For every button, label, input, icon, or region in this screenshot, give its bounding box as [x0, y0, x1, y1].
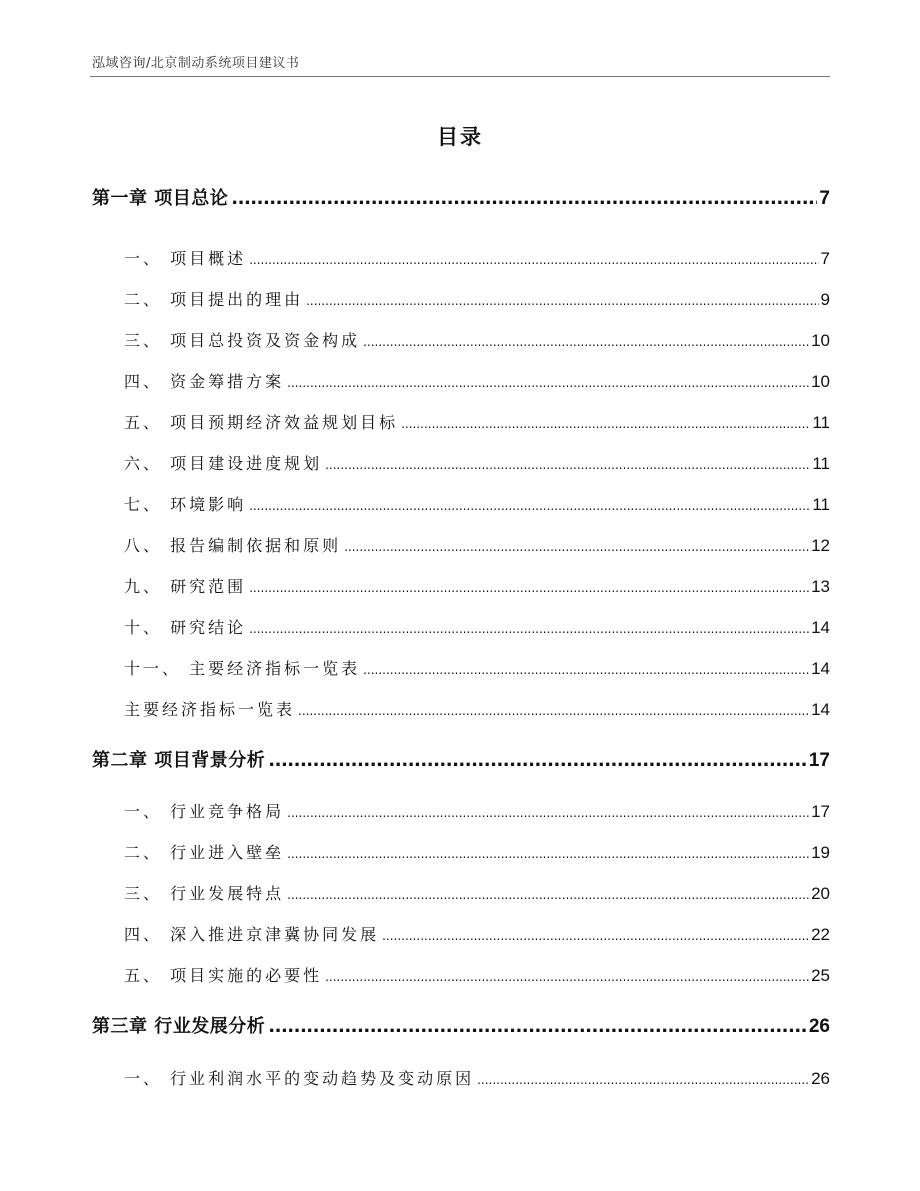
toc-page-number: 12 — [811, 536, 830, 555]
toc-page-number: 7 — [819, 188, 830, 209]
dot-leader — [401, 413, 810, 432]
toc-entry-section[interactable] — [124, 1066, 830, 1089]
header-divider — [90, 76, 830, 77]
dot-leader — [268, 750, 807, 771]
dot-leader — [287, 802, 809, 821]
toc-entry-section[interactable] — [124, 369, 830, 392]
toc-entry-label: 五、 项目预期经济效益规划目标 — [124, 413, 399, 432]
toc-entry-label: 第一章 项目总论 — [92, 188, 229, 209]
toc-entry-label: 三、 项目总投资及资金构成 — [124, 331, 361, 350]
toc-entry-label: 八、 报告编制依据和原则 — [124, 536, 342, 555]
toc-entry-label: 四、 资金筹措方案 — [124, 372, 285, 391]
toc-page-number: 20 — [811, 884, 830, 903]
toc-entry-section[interactable] — [124, 656, 830, 679]
toc-page-number: 10 — [811, 372, 830, 391]
toc-page-number: 26 — [811, 1069, 830, 1088]
dot-leader — [382, 925, 809, 944]
toc-entry-section[interactable] — [124, 533, 830, 556]
toc-page-number: 17 — [811, 802, 830, 821]
toc-entry-label: 第二章 项目背景分析 — [92, 750, 266, 771]
toc-page-number: 22 — [811, 925, 830, 944]
toc-page-number: 14 — [811, 700, 830, 719]
toc-entry-chapter-2[interactable] — [92, 746, 830, 772]
dot-leader — [287, 372, 809, 391]
toc-entry-section[interactable] — [124, 963, 830, 986]
dot-leader — [249, 249, 818, 268]
toc-page-number: 19 — [811, 843, 830, 862]
toc-page-number: 9 — [820, 290, 830, 309]
toc-entry-label: 十一、 主要经济指标一览表 — [124, 659, 361, 678]
dot-leader — [325, 966, 809, 985]
dot-leader — [306, 290, 818, 309]
dot-leader — [298, 700, 809, 719]
toc-page-number: 26 — [808, 1016, 830, 1037]
dot-leader — [344, 536, 809, 555]
page-title: 目录 — [437, 125, 483, 149]
dot-leader — [363, 659, 809, 678]
toc-entry-label: 十、 研究结论 — [124, 618, 247, 637]
toc-entry-section[interactable] — [124, 410, 830, 433]
toc-entry-label: 二、 项目提出的理由 — [124, 290, 304, 309]
toc-entry-label: 六、 项目建设进度规划 — [124, 454, 323, 473]
header-text: 泓域咨询/北京制动系统项目建议书 — [92, 56, 300, 71]
toc-entry-section[interactable] — [124, 697, 830, 720]
dot-leader — [268, 1016, 807, 1037]
dot-leader — [477, 1069, 809, 1088]
toc-page-number: 17 — [808, 750, 830, 771]
toc-page-number: 25 — [811, 966, 830, 985]
toc-entry-label: 七、 环境影响 — [124, 495, 247, 514]
toc-entry-label: 第三章 行业发展分析 — [92, 1016, 266, 1037]
dot-leader — [249, 577, 809, 596]
dot-leader — [325, 454, 810, 473]
toc-entry-label: 二、 行业进入壁垒 — [124, 843, 285, 862]
toc-entry-section[interactable] — [124, 881, 830, 904]
toc-entry-section[interactable] — [124, 922, 830, 945]
dot-leader — [249, 618, 809, 637]
dot-leader — [249, 495, 810, 514]
toc-entry-section[interactable] — [124, 492, 830, 515]
toc-entry-label: 一、 项目概述 — [124, 249, 247, 268]
toc-page-number: 7 — [820, 249, 830, 268]
toc-page-number: 13 — [811, 577, 830, 596]
toc-entry-label: 五、 项目实施的必要性 — [124, 966, 323, 985]
toc-entry-section[interactable] — [124, 328, 830, 351]
toc-entry-label: 九、 研究范围 — [124, 577, 247, 596]
toc-page-number: 11 — [812, 495, 830, 514]
toc-entry-section[interactable] — [124, 287, 830, 310]
toc-entry-label: 四、 深入推进京津冀协同发展 — [124, 925, 380, 944]
toc-entry-chapter-3[interactable] — [92, 1012, 830, 1038]
toc-page-number: 14 — [811, 618, 830, 637]
toc-page-number: 10 — [811, 331, 830, 350]
toc-entry-section[interactable] — [124, 451, 830, 474]
dot-leader — [363, 331, 809, 350]
toc-entry-label: 一、 行业竞争格局 — [124, 802, 285, 821]
toc-page-number: 11 — [812, 413, 830, 432]
toc-entry-section[interactable] — [124, 840, 830, 863]
dot-leader — [287, 884, 809, 903]
toc-entry-chapter-1[interactable] — [92, 184, 830, 210]
toc-entry-label: 一、 行业利润水平的变动趋势及变动原因 — [124, 1069, 475, 1088]
toc-entry-section[interactable] — [124, 574, 830, 597]
toc-page-number: 14 — [811, 659, 830, 678]
toc-entry-label: 主要经济指标一览表 — [124, 700, 296, 719]
toc-entry-section[interactable] — [124, 799, 830, 822]
dot-leader — [231, 188, 817, 209]
toc-entry-section[interactable] — [124, 615, 830, 638]
toc-entry-section[interactable] — [124, 246, 830, 269]
toc-page-number: 11 — [812, 454, 830, 473]
toc-entry-label: 三、 行业发展特点 — [124, 884, 285, 903]
dot-leader — [287, 843, 809, 862]
